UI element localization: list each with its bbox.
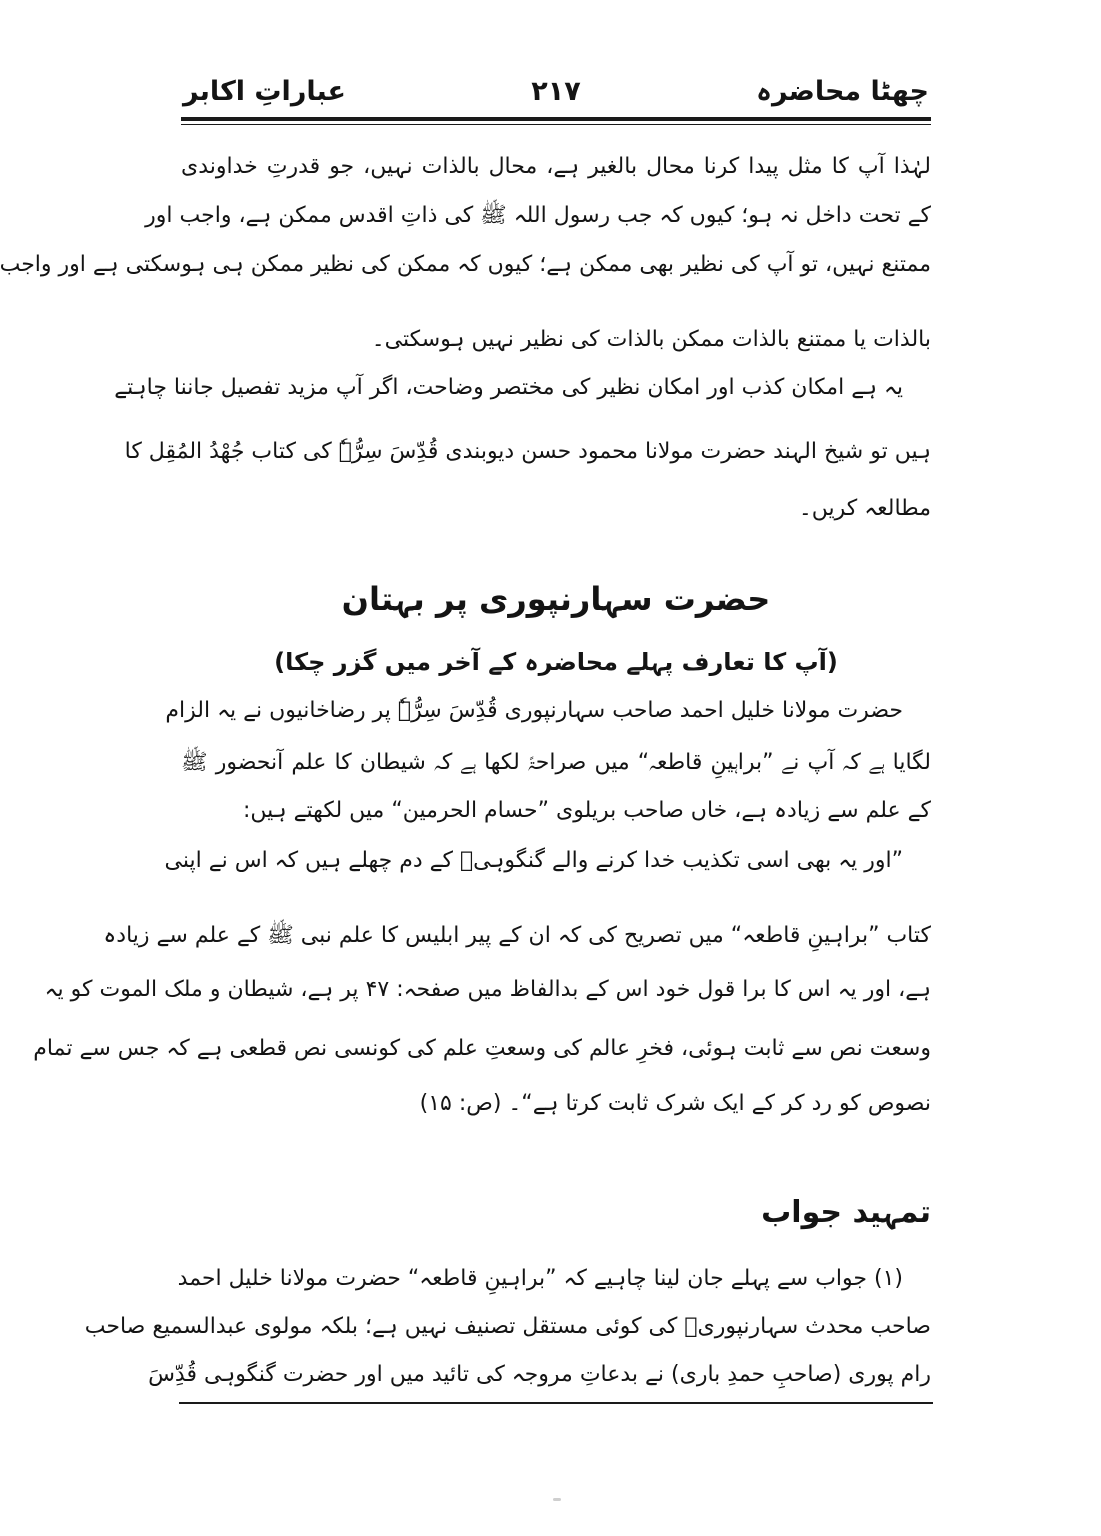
text-line: لگایا ہے کہ آپ نے ”براہینِ قاطعہ“ میں صراحۃً لکھا ہے کہ شیطان کا علم آنحضور ﷺ <box>181 750 931 775</box>
text-line: ہیں تو شیخ الہند حضرت مولانا محمود حسن دیوبندی قُدِّسَ سِرُّہٗ کی کتاب جُھْدُ المُقِل کا <box>124 439 931 464</box>
book-title: عباراتِ اکابر <box>183 76 346 107</box>
running-header <box>183 70 929 116</box>
text-line: مطالعہ کریں۔ <box>798 496 931 521</box>
quote-line: کتاب ”براہینِ قاطعہ“ میں تصریح کی کہ ان کے پیر ابلیس کا علم نبی ﷺ کے علم سے زیادہ <box>103 923 931 948</box>
quote-line: نصوص کو رد کر کے ایک شرک ثابت کرتا ہے“۔ (ص: ۱۵) <box>419 1091 931 1116</box>
quote-line: ”اور یہ بھی اسی تکذیب خدا کرنے والے گنگوہیؒ کے دم چھلے ہیں کہ اس نے اپنی <box>164 848 903 873</box>
quote-line: وسعت نص سے ثابت ہوئی، فخرِ عالم کی وسعتِ علم کی کونسی نص قطعی ہے کہ جس سے تمام <box>33 1036 931 1061</box>
section-heading: حضرت سہارنپوری پر بہتان <box>341 580 771 618</box>
text-line: صاحب محدث سہارنپوریؒ کی کوئی مستقل تصنیف نہیں ہے؛ بلکہ مولوی عبدالسمیع صاحب <box>84 1314 931 1339</box>
header-rule-thick <box>181 117 931 121</box>
text-line: ممتنع نہیں، تو آپ کی نظیر بھی ممکن ہے؛ کیوں کہ ممکن کی نظیر ممکن ہی ہوسکتی ہے اور واجب <box>0 252 931 277</box>
section-subheading: (آپ کا تعارف پہلے محاضرہ کے آخر میں گزر چکا) <box>274 648 838 676</box>
scan-mark <box>553 1498 561 1501</box>
text-line: کے علم سے زیادہ ہے، خاں صاحب بریلوی ”حسام الحرمین“ میں لکھتے ہیں: <box>242 798 931 823</box>
section-heading: تمہید جواب <box>761 1195 931 1230</box>
text-line: لہٰذا آپ کا مثل پیدا کرنا محال بالغیر ہے، محال بالذات نہیں، جو قدرتِ خداوندی <box>181 154 931 179</box>
page-number: ۲۱۷ <box>531 76 581 107</box>
text-line: حضرت مولانا خلیل احمد صاحب سہارنپوری قُدِّسَ سِرُّہٗ پر رضاخانیوں نے یہ الزام <box>165 698 903 723</box>
quote-line: ہے، اور یہ اس کا برا قول خود اس کے بدالفاظ میں صفحہ: ۴۷ پر ہے، شیطان و ملک الموت کو یہ <box>44 977 931 1002</box>
text-line: کے تحت داخل نہ ہو؛ کیوں کہ جب رسول اللہ ﷺ کی ذاتِ اقدس ممکن ہے، واجب اور <box>145 203 931 228</box>
text-line: یہ ہے امکان کذب اور امکان نظیر کی مختصر وضاحت، اگر آپ مزید تفصیل جاننا چاہتے <box>114 375 903 400</box>
text-line: (۱) جواب سے پہلے جان لینا چاہیے کہ ”براہینِ قاطعہ“ حضرت مولانا خلیل احمد <box>177 1266 903 1291</box>
text-line: رام پوری (صاحبِ حمدِ باری) نے بدعاتِ مروجہ کی تائید میں اور حضرت گنگوہی قُدِّسَ <box>148 1362 931 1387</box>
chapter-title: چھٹا محاضرہ <box>756 76 929 107</box>
text-line: بالذات یا ممتنع بالذات ممکن بالذات کی نظیر نہیں ہوسکتی۔ <box>371 327 931 352</box>
header-rule-thin <box>181 124 931 125</box>
footer-rule <box>179 1402 933 1404</box>
